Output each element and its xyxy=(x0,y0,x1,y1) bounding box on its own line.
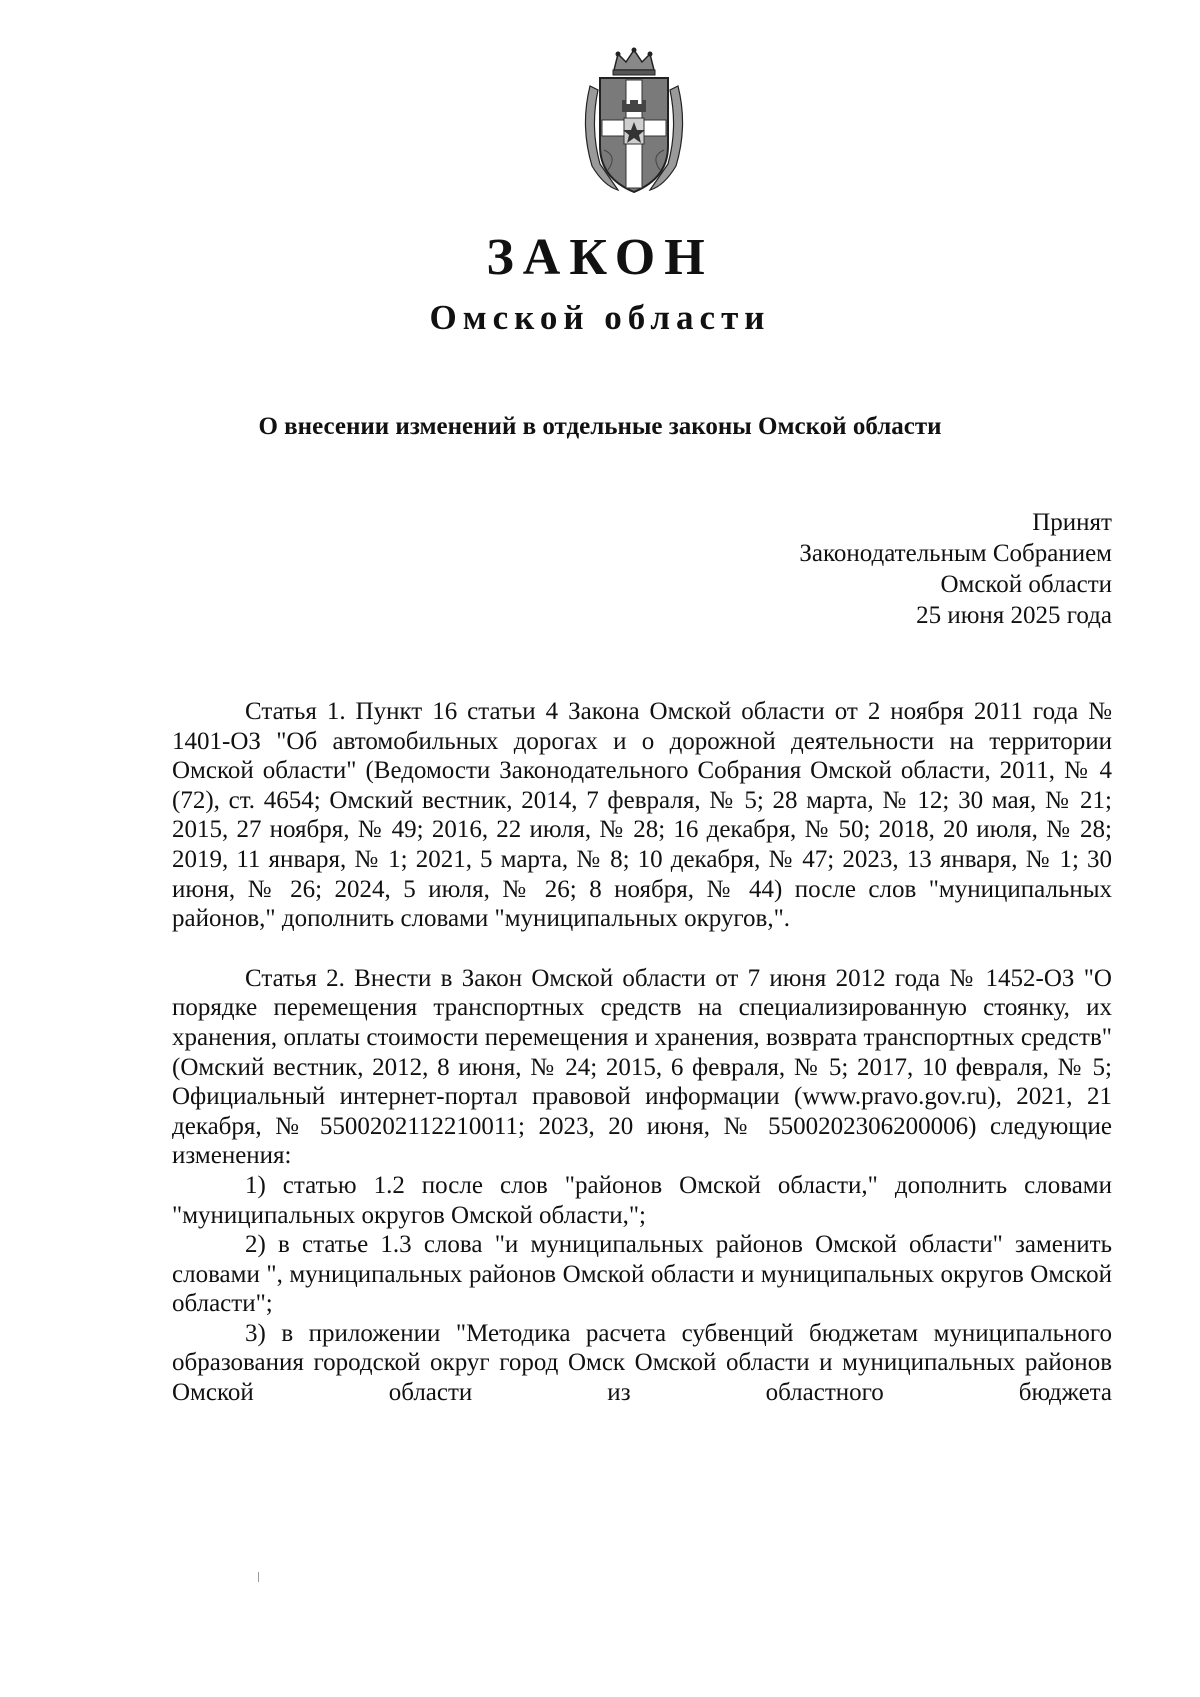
law-title: О внесении изменений в отдельные законы Омской области xyxy=(258,413,942,440)
adoption-block xyxy=(799,507,1112,631)
document-subtitle: Омской области xyxy=(429,298,771,337)
coat-of-arms-icon xyxy=(578,46,690,196)
article-1: Статья 1. Пункт 16 статьи 4 Закона Омской области от 2 ноября 2011 года № 1401-ОЗ "Об автомобильных дорогах и о дорожной деятельности на территории Омской области" (Ведомости Законодательного Собрания Омской области, 2011, № 4 (72), ст. 4654; Омский вестник, 2014, 7 февраля, № 5; 28 марта, № 12; 30 мая, № 21; 2015, 27 ноября, № 49; 2016, 22 июля, № 28; 16 декабря, № 50; 2018, 20 июля, № 28; 2019, 11 января, № 1; 2021, 5 марта, № 8; 10 декабря, № 47; 2023, 13 января, № 1; 30 июня, № 26; 2024, 5 июля, № 26; 8 ноября, № 44) после слов "муниципальных районов," дополнить словами "муниципальных округов,". xyxy=(172,698,1112,933)
article-2-item: 3) в приложении "Методика расчета субвенций бюджетам муниципального образования городской округ город Омск Омской области и муниципальных районов Омской области из областного бюджета xyxy=(172,1319,1112,1407)
adoption-line: Омской области xyxy=(940,571,1112,598)
document-title: ЗАКОН xyxy=(486,229,714,286)
law-body xyxy=(172,697,1112,1408)
scan-mark xyxy=(258,1572,259,1582)
article-2: Статья 2. Внести в Закон Омской области от 7 июня 2012 года № 1452-ОЗ "О порядке перемещения транспортных средств на специализированную стоянку, их хранения, оплаты стоимости перемещения и хранения, возврата транспортных средств" (Омский вестник, 2012, 8 июня, № 24; 2015, 6 февраля, № 5; 2017, 10 февраля, № 5; Официальный интернет-портал правовой информации (www.pravo.gov.ru), 2021, 21 декабря, № 5500202112210011; 2023, 20 июня, № 5500202306200006) следующие изменения: xyxy=(172,964,1112,1170)
adoption-date: 25 июня 2025 года xyxy=(916,602,1112,629)
article-2-item: 1) статью 1.2 после слов "районов Омской области," дополнить словами "муниципальных округов Омской области,"; xyxy=(172,1171,1112,1229)
adoption-line: Законодательным Собранием xyxy=(799,540,1112,567)
article-2-item: 2) в статье 1.3 слова "и муниципальных районов Омской области" заменить словами ", муниципальных районов Омской области и муниципальных округов Омской области"; xyxy=(172,1231,1112,1318)
adoption-line: Принят xyxy=(1032,509,1112,536)
